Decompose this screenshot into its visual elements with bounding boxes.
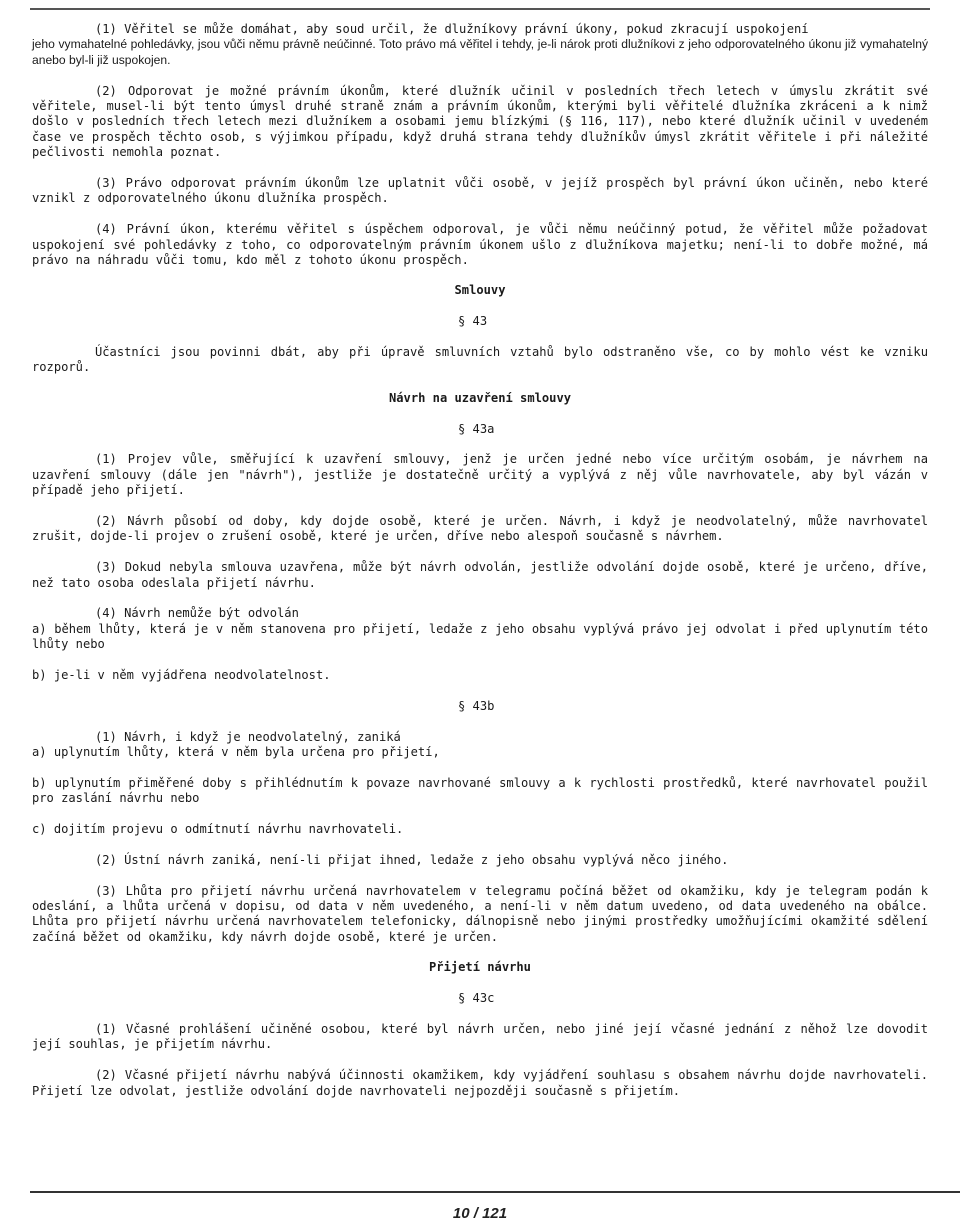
section-43: § 43 bbox=[458, 314, 488, 329]
paragraph-43a-1: (1) Projev vůle, směřující k uzavření smlouvy, jenž je určen jedné nebo více určitým osobám, je návrhem na uzavření smlouvy (dále jen "návrh"), jestliže je dostatečně určitý a vyplývá z něj vůle navrhovatele, aby byl vázán v případě jeho přijetí. bbox=[32, 452, 928, 498]
paragraph-1-first-line: (1) Věřitel se může domáhat, aby soud určil, že dlužníkovy právní úkony, pokud zkracují uspokojení bbox=[95, 22, 809, 36]
heading-navrh: Návrh na uzavření smlouvy bbox=[388, 390, 572, 405]
paragraph-43a-4-head: (4) Návrh nemůže být odvolán bbox=[95, 606, 299, 621]
paragraph-43: Účastníci jsou povinni dbát, aby při úpravě smluvních vztahů bylo odstraněno vše, co by mohlo vést ke vzniku rozporů. bbox=[32, 345, 928, 375]
paragraph-43b-1-b: b) uplynutím přiměřené doby s přihlédnutím k povaze navrhované smlouvy a k rychlosti prostředků, které navrhovatel použil pro zaslání návrhu nebo bbox=[32, 775, 928, 806]
paragraph-43b-1-head: (1) Návrh, i když je neodvolatelný, zaniká bbox=[95, 729, 401, 744]
paragraph-43b-2: (2) Ústní návrh zaniká, není-li přijat ihned, ledaže z jeho obsahu vyplývá něco jiného. bbox=[95, 852, 729, 867]
footer-rule bbox=[30, 1191, 960, 1193]
paragraph-2: (2) Odporovat je možné právním úkonům, které dlužník učinil v posledních třech letech v úmyslu zkrátit své věřitele, musel-li být tento úmysl druhé straně znám a právním úkonům, kterými byli věřitelé dlužníka zkráceni a k nimž došlo v posledních třech letech mezi dlužníkem a osobami jemu blízkými (§ 116, 117), nebo které dlužník učinil v uvedeném čase ve prospěch těchto osob, s výjimkou případu, když druhá strana tehdy dlužníkův úmysl zkrátit věřitele i při náležité pečlivosti nemohla poznat. bbox=[32, 83, 928, 160]
top-rule bbox=[30, 8, 930, 10]
heading-smlouvy: Smlouvy bbox=[454, 283, 506, 298]
paragraph-43a-4-a: a) během lhůty, která je v něm stanovena pro přijetí, ledaže z jeho obsahu vyplývá právo jej odvolat i před uplynutím této lhůty nebo bbox=[32, 621, 928, 652]
paragraph-4: (4) Právní úkon, kterému věřitel s úspěchem odporoval, je vůči němu neúčinný potud, že věřitel může požadovat uspokojení své pohledávky z toho, co odporovatelným právním úkonem ušlo z dlužníkova majetku; není-li to dobře možné, má právo na náhradu vůči tomu, kdo měl z tohoto úkonu prospěch. bbox=[32, 222, 928, 268]
paragraph-43a-2: (2) Návrh působí od doby, kdy dojde osobě, které je určen. Návrh, i když je neodvolatelný, může navrhovatel zrušit, dojde-li projev o zrušení osobě, které je určen, dříve nebo alespoň současně s návrhem. bbox=[32, 514, 928, 544]
section-43c: § 43c bbox=[458, 991, 495, 1006]
paragraph-43c-2: (2) Včasné přijetí návrhu nabývá účinnosti okamžikem, kdy vyjádření souhlasu s obsahem návrhu dojde navrhovateli. Přijetí lze odvolat, jestliže odvolání dojde navrhovateli nejpozději současně s přijetím. bbox=[32, 1068, 928, 1098]
paragraph-43a-3: (3) Dokud nebyla smlouva uzavřena, může být návrh odvolán, jestliže odvolání dojde osobě, které je určeno, dříve, než tato osoba odeslala přijetí návrhu. bbox=[32, 560, 928, 590]
page-number: 10 / 121 bbox=[452, 1205, 508, 1222]
section-43a: § 43a bbox=[458, 421, 495, 436]
paragraph-43c-1: (1) Včasné prohlášení učiněné osobou, které byl návrh určen, nebo jiné její včasné jednání z něhož lze dovodit její souhlas, je přijetím návrhu. bbox=[32, 1021, 928, 1052]
heading-prijeti: Přijetí návrhu bbox=[429, 960, 531, 975]
paragraph-43b-1-a: a) uplynutím lhůty, která v něm byla určena pro přijetí, bbox=[32, 745, 440, 760]
paragraph-43a-4-b: b) je-li v něm vyjádřena neodvolatelnost. bbox=[32, 668, 331, 683]
document-body bbox=[32, 22, 928, 1099]
paragraph-3: (3) Právo odporovat právním úkonům lze uplatnit vůči osobě, v jejíž prospěch byl právní úkon učiněn, nebo které vznikl z odporovatelného úkonu dlužníka prospěch. bbox=[32, 176, 928, 206]
paragraph-43b-3: (3) Lhůta pro přijetí návrhu určená navrhovatelem v telegramu počíná běžet od okamžiku, kdy je telegram podán k odeslání, a lhůta určená v dopisu, od data v něm uvedeného, a není-li v něm datum uvedeno, od data uvedeného na obálce. Lhůta pro přijetí návrhu určená navrhovatelem telefonicky, dálnopisně nebo jinými prostředky umožňujícími okamžité sdělení začíná běžet od okamžiku, kdy návrh dojde osobě, které je určen. bbox=[32, 883, 928, 944]
section-43b: § 43b bbox=[458, 698, 495, 713]
paragraph-1-continued: jeho vymahatelné pohledávky, jsou vůči němu právně neúčinné. Toto právo má věřitel i tehdy, je-li nárok proti dlužníkovi z jeho odporovatelného úkonu již vymahatelný anebo byl-li již uspokojen. bbox=[32, 37, 928, 67]
paragraph-43b-1-c: c) dojitím projevu o odmítnutí návrhu navrhovateli. bbox=[32, 822, 404, 837]
